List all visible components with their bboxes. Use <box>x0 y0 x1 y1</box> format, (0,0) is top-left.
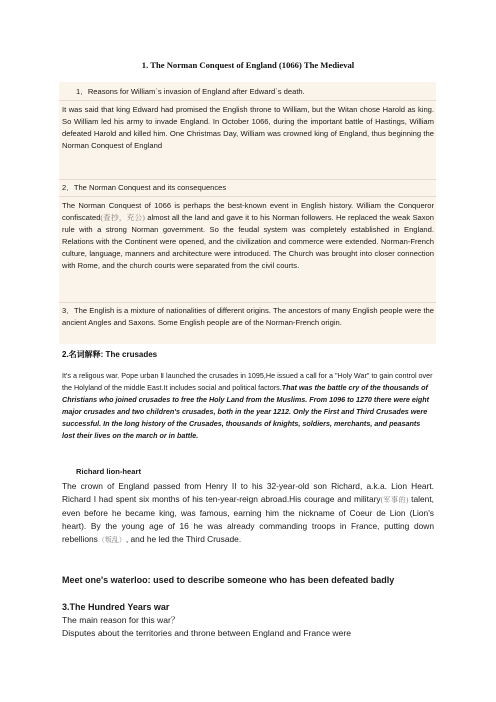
page-title: 1. The Norman Conquest of England (1066) The Medieval <box>141 60 355 70</box>
crusades-italic: That was the battle cry of the thousands of Christians who joined crusades to free the Holy Land from the Muslims. From 1096 to 1270 there were eight major crusades and two children's crusades, both in the year 1212. Only the First and Third Crusades were successful. In the long history of the Crusades, thousands of knights, soldiers, merchants, and peasants lost their lives on the march or in battle. <box>62 383 430 440</box>
section2-heading: 2．The Norman Conquest and its consequences <box>62 183 227 192</box>
crusades-plain: It's a religous war. Pope urban Ⅱ launched the crusades in 1095,He issued a call for a "Holy War" to gain control over the Holyland of the middle East.It includes social and political factors. <box>62 371 433 392</box>
divider <box>59 302 436 303</box>
divider <box>59 100 436 101</box>
richard-heading: Richard lion-heart <box>76 467 141 476</box>
richard-gloss-military: (军事的) <box>380 496 409 504</box>
crusades-paragraph <box>62 370 434 442</box>
richard-gloss-rebellions: （叛乱） <box>97 536 126 544</box>
richard-text-b: talent, even before he became king, was famous, earning him the nickname of Coeur de Lion (Lion's heart). By the young age of 16 he was already commanding troops in France, putting down rebellions <box>62 494 434 544</box>
terms-heading: 2.名词解释: The crusades <box>62 350 158 359</box>
hundred-years-answer: Disputes about the territories and throne between England and France were <box>62 628 352 638</box>
richard-text-c: , and he led the Third Crusade. <box>125 534 242 544</box>
hundred-years-heading: 3.The Hundred Years war <box>62 602 170 612</box>
section2-body-gloss: (查抄，充公) <box>100 213 145 222</box>
section1-body: It was said that king Edward had promised the English throne to William, but the Witan chose Harold as king. So William led his army to invade England. In October 1066, during the important battle of Hastings, William defeated Harold and killed him. One Christmas Day, William was crowned king of England, thus beginning the Norman Conquest of England <box>62 105 434 150</box>
richard-text-a: The crown of England passed from Henry II to his 32-year-old son Richard, a.k.a. Lion Heart. Richard I had spent six months of his ten-year-reign abroad.His courage and military <box>62 481 434 504</box>
richard-paragraph <box>62 480 434 547</box>
hundred-years-question: The main reason for this war？ <box>62 615 180 625</box>
section2-body-b: almost all the land and gave it to his Norman followers. He replaced the weak Saxon rule with a strong Norman government. So the feudal system was completely established in England. Relations with the Continent were opened, and the civilization and commerce were extended. Norman-French culture, language, manners and architecture were introduced. The Church was brought into closer connection with Rome, and the church courts were separated from the civil courts. <box>62 213 434 270</box>
section1-heading: 1．Reasons for William`s invasion of England after Edward`s death. <box>76 87 305 96</box>
section2-body-a: The Norman Conquest of 1066 is perhaps the best-known event in English history. William the Conqueror confiscated <box>62 201 434 222</box>
section3-body: 3．The English is a mixture of nationalities of different origins. The ancestors of many English people were the ancient Angles and Saxons. Some English people are of the Norman-French origin. <box>62 306 434 327</box>
waterloo-line: Meet one's waterloo: used to describe someone who has been defeated badly <box>62 575 395 585</box>
divider <box>59 196 436 197</box>
section2-body <box>62 200 434 272</box>
divider <box>59 179 436 180</box>
